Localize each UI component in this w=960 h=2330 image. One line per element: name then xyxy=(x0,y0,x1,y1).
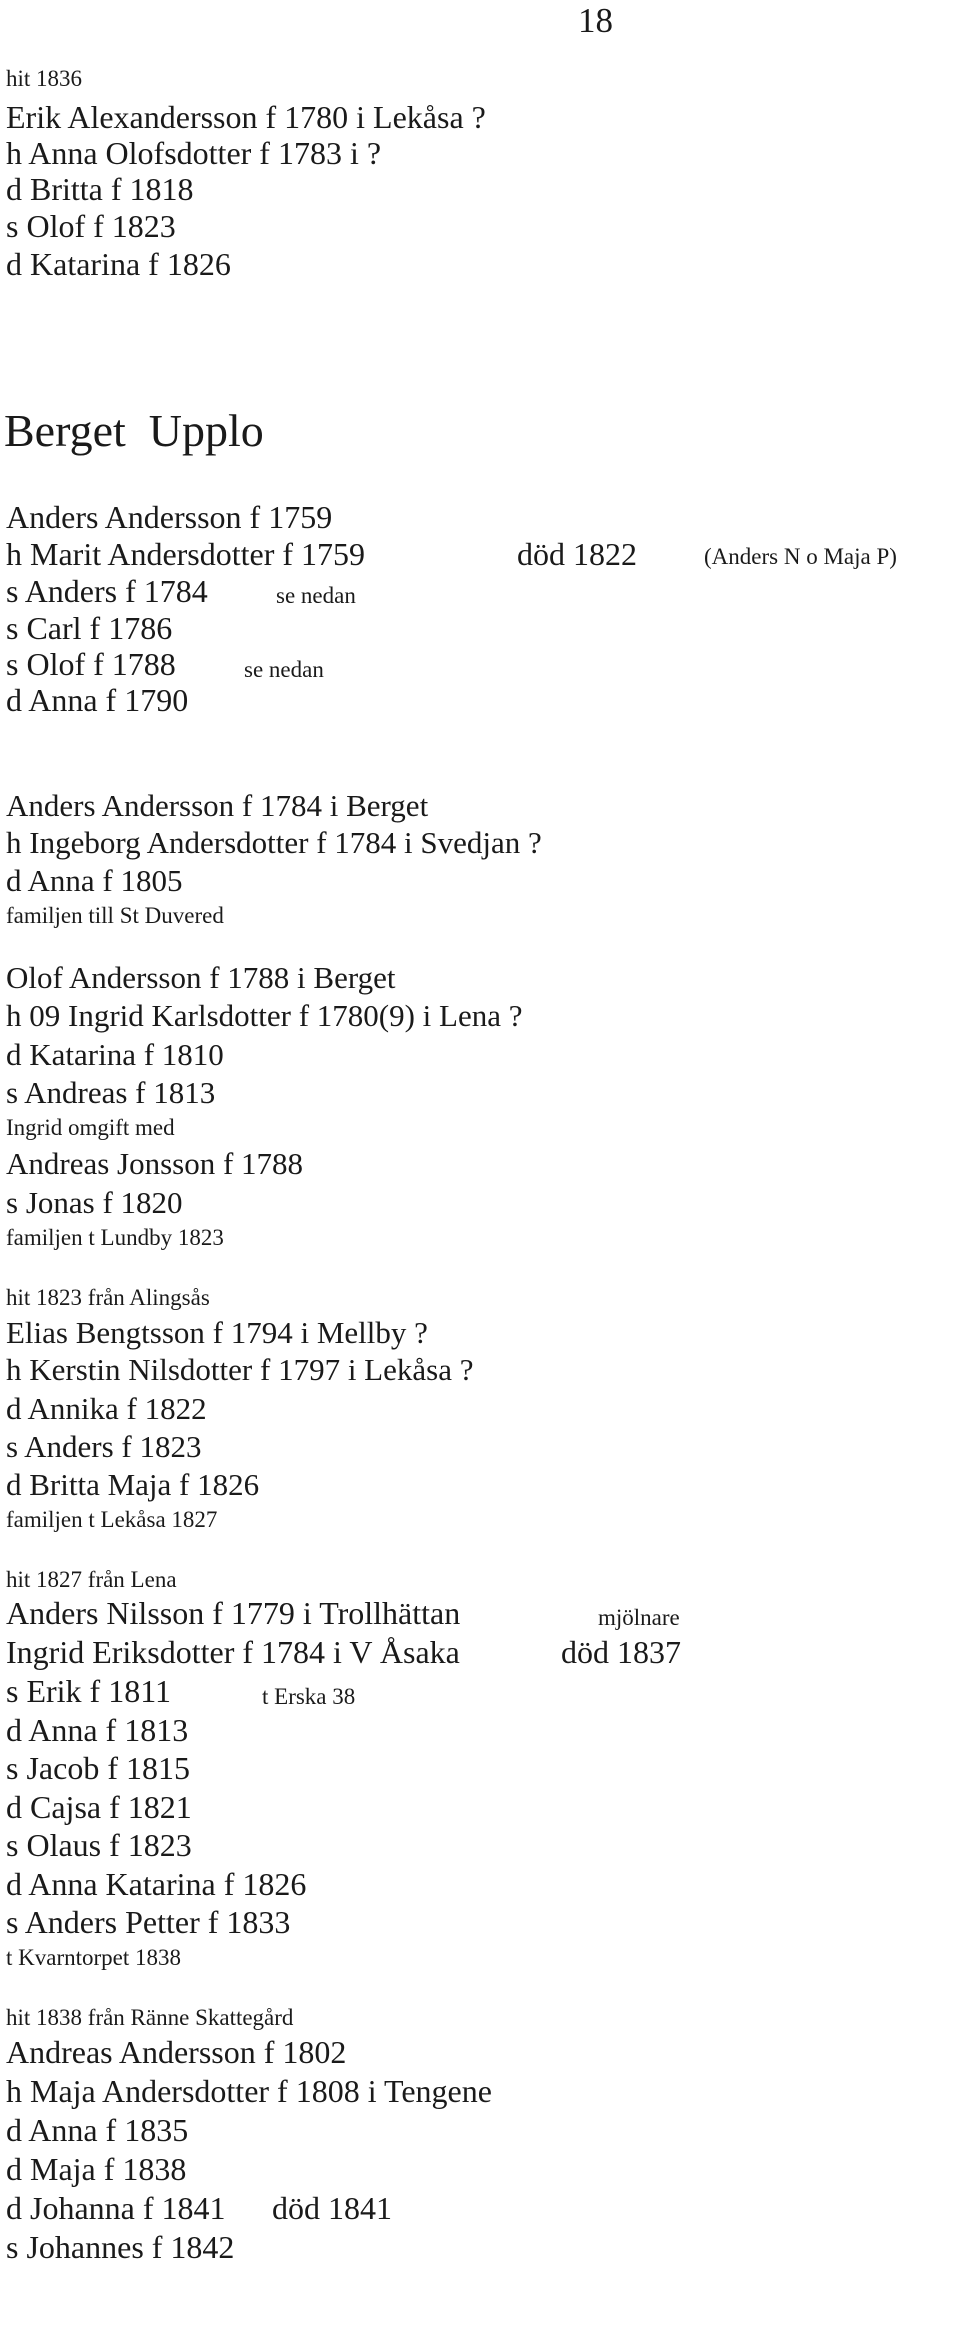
section3-line: d Anna f 1805 xyxy=(6,863,183,898)
section6-line: d Cajsa f 1821 xyxy=(6,1789,192,1825)
moved-note: t Erska 38 xyxy=(262,1684,356,1709)
section4-line: s Andreas f 1813 xyxy=(6,1075,216,1110)
section7-line: d Maja f 1838 xyxy=(6,2151,187,2187)
place-heading: Berget Upplo xyxy=(4,405,264,456)
section5-intro: hit 1823 från Alingsås xyxy=(6,1285,210,1310)
remarriage-note: Ingrid omgift med xyxy=(6,1115,175,1140)
section4-line: Olof Andersson f 1788 i Berget xyxy=(6,960,396,995)
section2-line: s Olof f 1788 xyxy=(6,646,176,682)
section1-line: Erik Alexandersson f 1780 i Lekåsa ? xyxy=(6,99,486,135)
section7-line: d Anna f 1835 xyxy=(6,2112,189,2148)
death-note: död 1837 xyxy=(561,1634,681,1670)
section5-line: d Annika f 1822 xyxy=(6,1391,207,1426)
section2-line: s Anders f 1784 xyxy=(6,573,208,609)
section4-line: Andreas Jonsson f 1788 xyxy=(6,1146,304,1181)
section1-intro: hit 1836 xyxy=(6,66,83,91)
section4-line: s Jonas f 1820 xyxy=(6,1185,183,1220)
moved-note: t Kvarntorpet 1838 xyxy=(6,1945,182,1970)
section6-line: s Anders Petter f 1833 xyxy=(6,1904,291,1940)
section6-line: s Jacob f 1815 xyxy=(6,1750,190,1786)
cross-reference-note: se nedan xyxy=(244,657,324,682)
section1-line: s Olof f 1823 xyxy=(6,208,176,244)
section7-line: d Johanna f 1841 xyxy=(6,2190,226,2226)
cross-reference-note: se nedan xyxy=(276,583,356,608)
page-number: 18 xyxy=(578,1,613,40)
section6-line: Ingrid Eriksdotter f 1784 i V Åsaka xyxy=(6,1634,460,1670)
section2-line: s Carl f 1786 xyxy=(6,610,173,646)
section6-line: s Olaus f 1823 xyxy=(6,1827,192,1863)
family-moved-note: familjen t Lekåsa 1827 xyxy=(6,1507,218,1532)
section7-line: Andreas Andersson f 1802 xyxy=(6,2034,347,2070)
section6-intro: hit 1827 från Lena xyxy=(6,1567,177,1592)
section5-line: h Kerstin Nilsdotter f 1797 i Lekåsa ? xyxy=(6,1352,474,1387)
section5-line: Elias Bengtsson f 1794 i Mellby ? xyxy=(6,1315,428,1350)
parents-note: (Anders N o Maja P) xyxy=(704,544,897,569)
section1-line: d Britta f 1818 xyxy=(6,171,194,207)
section7-line: s Johannes f 1842 xyxy=(6,2229,235,2265)
section6-line: s Erik f 1811 xyxy=(6,1673,172,1709)
section6-line: d Anna Katarina f 1826 xyxy=(6,1866,307,1902)
section3-line: h Ingeborg Andersdotter f 1784 i Svedjan ? xyxy=(6,825,542,860)
section7-line: h Maja Andersdotter f 1808 i Tengene xyxy=(6,2073,492,2109)
section5-line: s Anders f 1823 xyxy=(6,1429,202,1464)
section5-line: d Britta Maja f 1826 xyxy=(6,1467,260,1502)
section1-line: h Anna Olofsdotter f 1783 i ? xyxy=(6,135,382,171)
family-moved-note: familjen till St Duvered xyxy=(6,903,224,928)
section2-line: d Anna f 1790 xyxy=(6,682,189,718)
death-note: död 1841 xyxy=(272,2190,392,2226)
section3-line: Anders Andersson f 1784 i Berget xyxy=(6,788,429,823)
section4-line: h 09 Ingrid Karlsdotter f 1780(9) i Lena ? xyxy=(6,998,523,1033)
section4-line: d Katarina f 1810 xyxy=(6,1037,224,1072)
section7-intro: hit 1838 från Ränne Skattegård xyxy=(6,2005,294,2030)
section1-line: d Katarina f 1826 xyxy=(6,246,231,282)
section2-line: Anders Andersson f 1759 xyxy=(6,499,333,535)
occupation-note: mjölnare xyxy=(598,1605,680,1630)
section2-line: h Marit Andersdotter f 1759 xyxy=(6,536,366,572)
family-moved-note: familjen t Lundby 1823 xyxy=(6,1225,224,1250)
section6-line: d Anna f 1813 xyxy=(6,1712,189,1748)
section6-line: Anders Nilsson f 1779 i Trollhättan xyxy=(6,1595,461,1631)
death-note: död 1822 xyxy=(517,536,637,572)
